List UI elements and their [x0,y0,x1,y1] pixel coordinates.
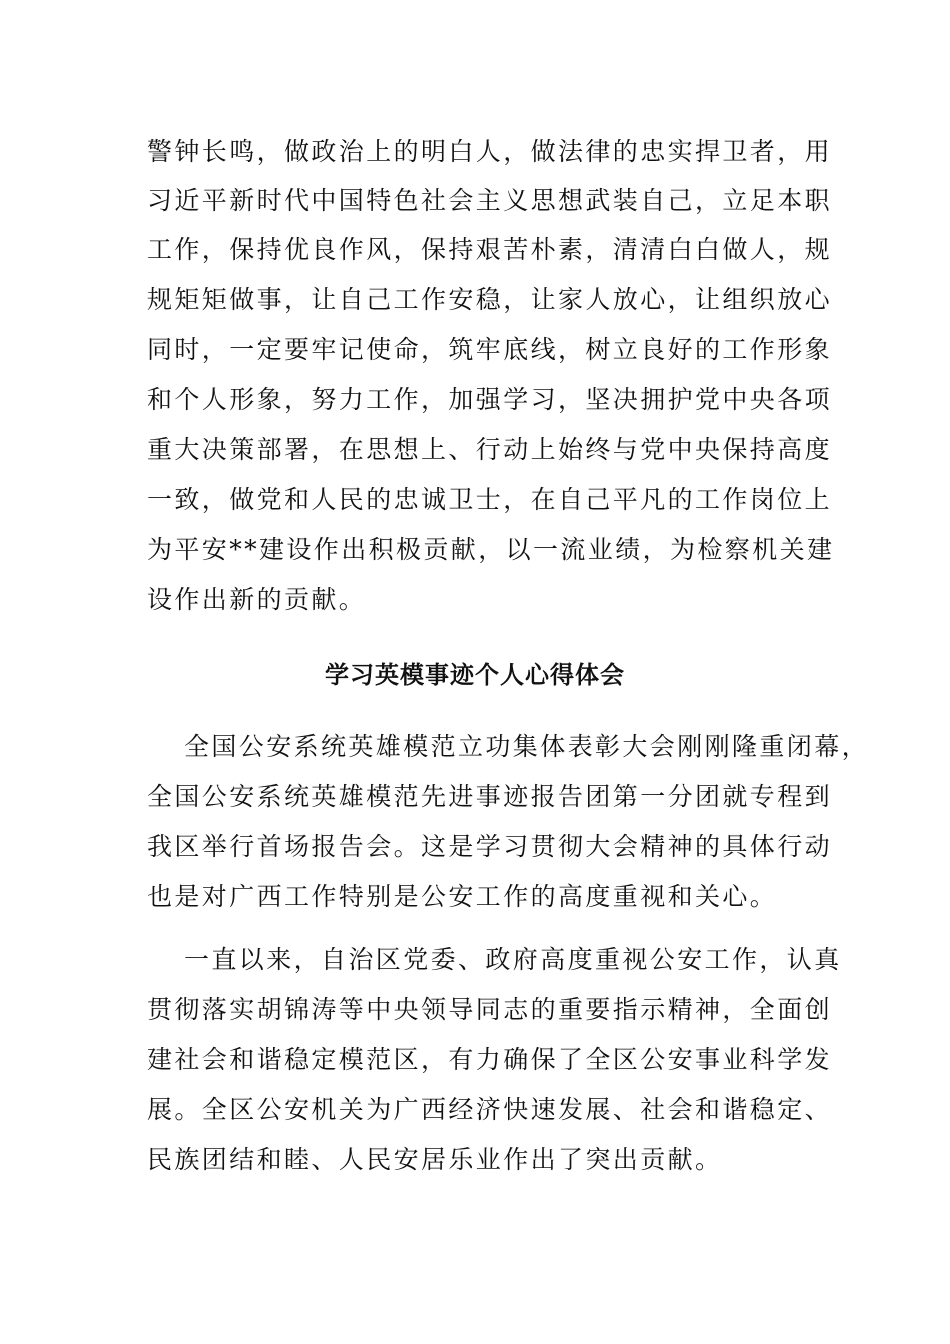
paragraph-3-line [147,940,842,980]
paragraph-3-line: 贯彻落实胡锦涛等中央领导同志的重要指示精神，全面创 [147,995,833,1024]
paragraph-2-line-text: 全国公安系统英雄模范立功集体表彰大会刚刚隆重闭幕， [184,732,870,761]
paragraph-1-line: 重大决策部署，在思想上、行动上始终与党中央保持高度 [147,435,833,464]
paragraph-1-line: 工作，保持优良作风，保持艰苦朴素，清清白白做人，规 [147,235,833,264]
paragraph-1-line: 习近平新时代中国特色社会主义思想武装自己，立足本职 [147,186,833,215]
paragraph-3-line-text: 一直以来，自治区党委、政府高度重视公安工作，认真 [184,945,842,974]
paragraph-1-line: 警钟长鸣，做政治上的明白人，做法律的忠实捍卫者，用 [147,137,833,166]
paragraph-3-line: 展。全区公安机关为广西经济快速发展、社会和谐稳定、 [147,1095,833,1124]
paragraph-1-line: 设作出新的贡献。 [147,585,367,614]
paragraph-1-line: 一致，做党和人民的忠诚卫士，在自己平凡的工作岗位上 [147,485,833,514]
paragraph-1-line: 规矩矩做事，让自己工作安稳，让家人放心，让组织放心 [147,285,833,314]
paragraph-2-line [147,727,870,767]
paragraph-2-line: 全国公安系统英雄模范先进事迹报告团第一分团就专程到 [147,782,833,811]
paragraph-2-line: 也是对广西工作特别是公安工作的高度重视和关心。 [147,882,778,911]
paragraph-1-line: 同时，一定要牢记使命，筑牢底线，树立良好的工作形象 [147,335,833,364]
paragraph-1-line: 和个人形象，努力工作，加强学习，坚决拥护党中央各项 [147,385,833,414]
paragraph-3-line: 建社会和谐稳定模范区，有力确保了全区公安事业科学发 [147,1045,833,1074]
section-heading: 学习英模事迹个人心得体会 [325,661,625,689]
paragraph-1-line: 为平安**建设作出积极贡献，以一流业绩，为检察机关建 [147,535,835,564]
paragraph-2-line: 我区举行首场报告会。这是学习贯彻大会精神的具体行动 [147,832,833,861]
paragraph-3-line: 民族团结和睦、人民安居乐业作出了突出贡献。 [147,1145,723,1174]
